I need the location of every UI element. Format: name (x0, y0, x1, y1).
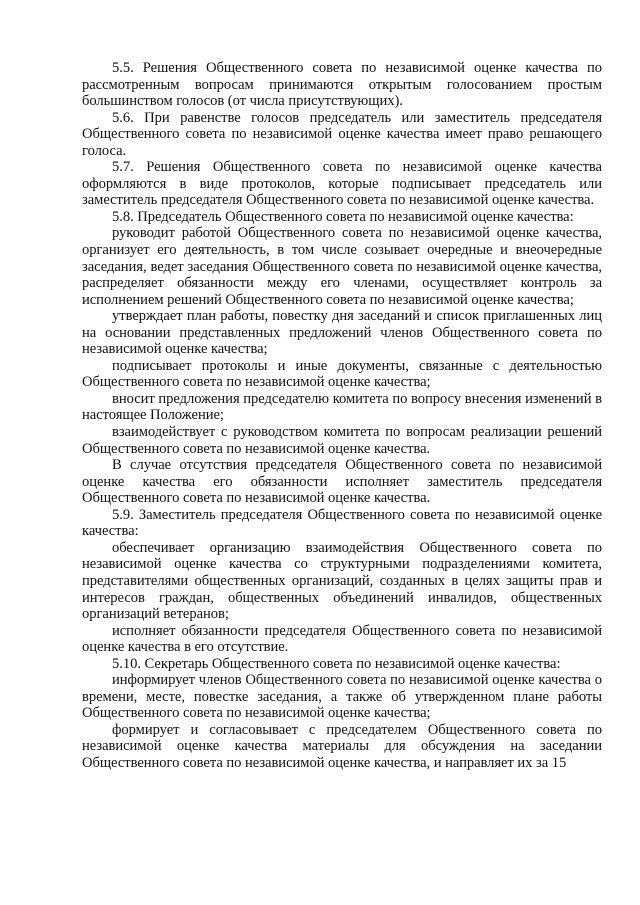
paragraph-chairman-absence: В случае отсутствия председателя Общественного совета по независимой оценке качества его обязанности исполняет заместитель председателя Общественного совета по независимой оценке качества. (82, 457, 602, 507)
paragraph-chairman-duty-1: руководит работой Общественного совета по независимой оценке качества, организует его деятельность, в том числе созывает очередные и внеочередные заседания, ведет заседания Общественного совета по независимой оценке качества, распределяет обязанности между его членами, осуществляет контроль за исполнением решений Общественного совета по независимой оценке качества; (82, 225, 602, 308)
paragraph-chairman-duty-3: подписывает протоколы и иные документы, связанные с деятельностью Общественного совета по независимой оценке качества; (82, 357, 602, 391)
paragraph-5-5: 5.5. Решения Общественного совета по независимой оценке качества по рассмотренным вопросам принимаются открытым голосованием простым большинством голосов (от числа присутствующих). (82, 60, 602, 110)
paragraph-deputy-duty-1: обеспечивает организацию взаимодействия Общественного совета по независимой оценке качества со структурными подразделениями комитета, представителями общественных организаций, созданных в целях защиты прав и интересов граждан, общественных объединений инвалидов, общественных организаций ветеранов; (82, 539, 602, 623)
paragraph-secretary-duty-2: формирует и согласовывает с председателем Общественного совета по независимой оценке качества материалы для обсуждения на заседании Общественного совета по независимой оценке качества, и направляет их за 15 (82, 721, 602, 771)
paragraph-chairman-duty-5: взаимодействует с руководством комитета по вопросам реализации решений Общественного совета по независимой оценке качества. (82, 424, 602, 457)
paragraph-deputy-duty-2: исполняет обязанности председателя Общественного совета по независимой оценке качества в его отсутствие. (82, 622, 602, 656)
paragraph-5-9-heading: 5.9. Заместитель председателя Общественного совета по независимой оценке качества: (82, 506, 602, 540)
paragraph-chairman-duty-4: вносит предложения председателю комитета по вопросу внесения изменений в настоящее Положение; (82, 390, 602, 424)
paragraph-5-6: 5.6. При равенстве голосов председатель или заместитель председателя Общественного совета по независимой оценке качества имеет право решающего голоса. (82, 109, 602, 159)
paragraph-5-7: 5.7. Решения Общественного совета по независимой оценке качества оформляются в виде протоколов, которые подписывает председатель или заместитель председателя Общественного совета по независимой оценке качества. (82, 159, 602, 209)
paragraph-chairman-duty-2: утверждает план работы, повестку дня заседаний и список приглашенных лиц на основании представленных предложений членов Общественного совета по независимой оценке качества; (82, 308, 602, 358)
paragraph-5-10-heading: 5.10. Секретарь Общественного совета по независимой оценке качества: (112, 655, 561, 672)
paragraph-5-8-heading: 5.8. Председатель Общественного совета по независимой оценке качества: (112, 208, 574, 225)
paragraph-secretary-duty-1: информирует членов Общественного совета по независимой оценке качества о времени, месте, повестке заседания, а также об утвержденном плане работы Общественного совета по независимой оценке качества; (82, 672, 602, 722)
document-page (82, 60, 602, 772)
